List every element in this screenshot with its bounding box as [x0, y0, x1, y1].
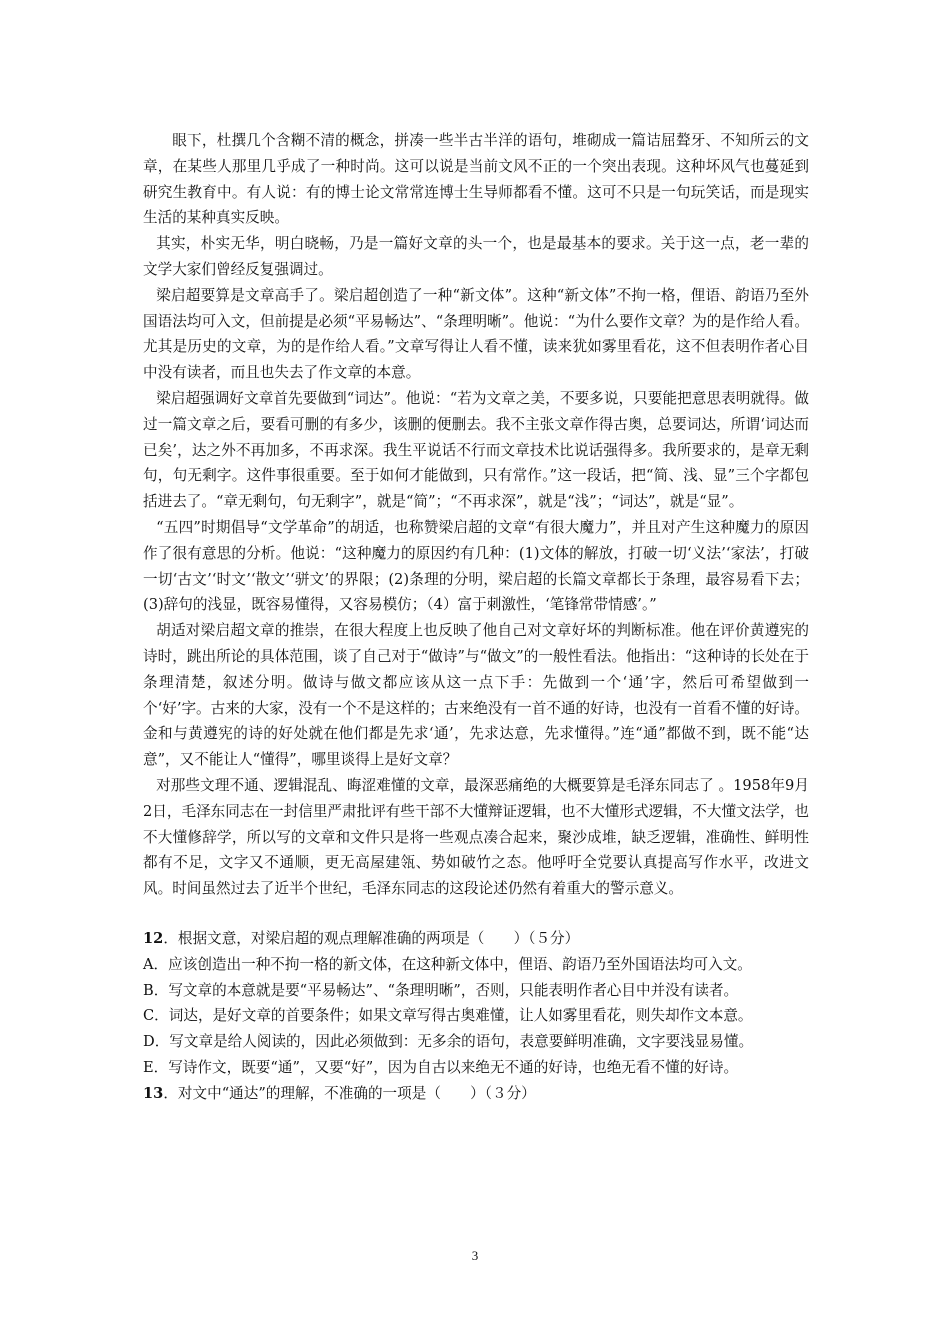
question-number: 12: [143, 929, 164, 947]
questions-section: [143, 926, 809, 1107]
paragraph: 梁启超要算是文章高手了。梁启超创造了一种“新文体”。这种“新文体”不拘一格，俚语、韵语乃至外国语法均可入文，但前提是必须“平易畅达”、“条理明晰”。他说：“为什么要作文章？为的是作给人看。尤其是历史的文章，为的是作给人看。”文章写得让人看不懂，读来犹如雾里看花，这不但表明作者心目中没有读者，而且也失去了作文章的本意。: [143, 286, 809, 382]
option-c: C．词达，是好文章的首要条件；如果文章写得古奥难懂，让人如雾里看花，则失却作文本意。: [143, 1007, 753, 1025]
paragraph: 眼下，杜撰几个含糊不清的概念，拼凑一些半古半洋的语句，堆砌成一篇诘屈聱牙、不知所云的文章，在某些人那里几乎成了一种时尚。这可以说是当前文风不正的一个突出表现。这种坏风气也蔓延到研究生教育中。有人说：有的博士论文常常连博士生导师都看不懂。这可不只是一句玩笑话，而是现实生活的某种真实反映。: [143, 132, 809, 227]
question-stem: ．根据文意，对梁启超的观点理解准确的两项是（ ）（５分）: [163, 929, 580, 947]
question-stem: ．对文中“通达”的理解，不准确的一项是（ ）（３分）: [163, 1084, 536, 1102]
option-d: D．写文章是给人阅读的，因此必须做到：无多余的语句，表意要鲜明准确，文字要浅显易懂。: [143, 1033, 754, 1051]
question-number: 13: [143, 1084, 164, 1102]
paragraph: 梁启超强调好文章首先要做到“词达”。他说：“若为文章之美，不要多说，只要能把意思表明就得。做过一篇文章之后，要看可删的有多少，该删的便删去。我不主张文章作得古奥，总要词达，所谓‘词达而已矣’，达之外不再加多，不再求深。我生平说话不行而文章技术比说话强得多。我所要求的，是章无剩句，句无剩字。这件事很重要。至于如何才能做到，只有常作。”这一段话，把“简、浅、显”三个字都包括进去了。“章无剩句，句无剩字”，就是“简”；“不再求深”，就是“浅”；“词达”，就是“显”。: [143, 389, 809, 511]
paragraph: “五四”时期倡导“文学革命”的胡适，也称赞梁启超的文章“有很大魔力”，并且对产生这种魔力的原因作了很有意思的分析。他说：“这种魔力的原因约有几种：(1)文体的解放，打破一切‘义法’‘家法’，打破一切‘古文’‘时文’‘散文’‘骈文’的界限；(2)条理的分明，梁启超的长篇文章都长于条理，最容易看下去；(3)辞句的浅显，既容易懂得，又容易模仿；（4）富于刺激性，‘笔锋常带情感’。”: [143, 518, 809, 614]
question-13: [143, 1081, 809, 1107]
option-a: A．应该创造出一种不拘一格的新文体，在这种新文体中，俚语、韵语乃至外国语法均可入文。: [143, 955, 752, 973]
article-body: [143, 128, 809, 1106]
question-12: [143, 926, 809, 952]
option-e: E．写诗作文，既要“通”，又要“好”，因为自古以来绝无不通的好诗，也绝无看不懂的好诗。: [143, 1058, 739, 1076]
page-number: 3: [471, 1248, 479, 1263]
option-b: B．写文章的本意就是要“平易畅达”、“条理明晰”，否则，只能表明作者心目中并没有读者。: [143, 981, 739, 999]
paragraph: 对那些文理不通、逻辑混乱、晦涩难懂的文章，最深恶痛绝的大概要算是毛泽东同志了 。1958年9月2日，毛泽东同志在一封信里严肃批评有些干部不大懂辩证逻辑，也不大懂形式逻辑，不大懂文法学，也不大懂修辞学，所以写的文章和文件只是将一些观点凑合起来，聚沙成堆，缺乏逻辑，准确性、鲜明性都有不足，文字又不通顺，更无高屋建瓴、势如破竹之态。他呼吁全党要认真提高写作水平，改进文风。时间虽然过去了近半个世纪，毛泽东同志的这段论述仍然有着重大的警示意义。: [143, 776, 810, 898]
paragraph: 胡适对梁启超文章的推崇，在很大程度上也反映了他自己对文章好坏的判断标准。他在评价黄遵宪的诗时，跳出所论的具体范围，谈了自己对于“做诗”与“做文”的一般性看法。他指出：“这种诗的长处在于条理清楚，叙述分明。做诗与做文都应该从这一点下手：先做到一个‘通’字，然后可希望做到一个‘好’字。古来的大家，没有一个不是这样的；古来绝没有一首不通的好诗，也没有一首看不懂的好诗。金和与黄遵宪的诗的好处就在他们都是先求‘通’，先求达意，先求懂得。”连“通”都做不到，既不能“达意”，又不能让人“懂得”，哪里谈得上是好文章？: [143, 622, 810, 769]
paragraph: 其实，朴实无华，明白晓畅，乃是一篇好文章的头一个，也是最基本的要求。关于这一点，老一辈的文学大家们曾经反复强调过。: [143, 235, 809, 278]
